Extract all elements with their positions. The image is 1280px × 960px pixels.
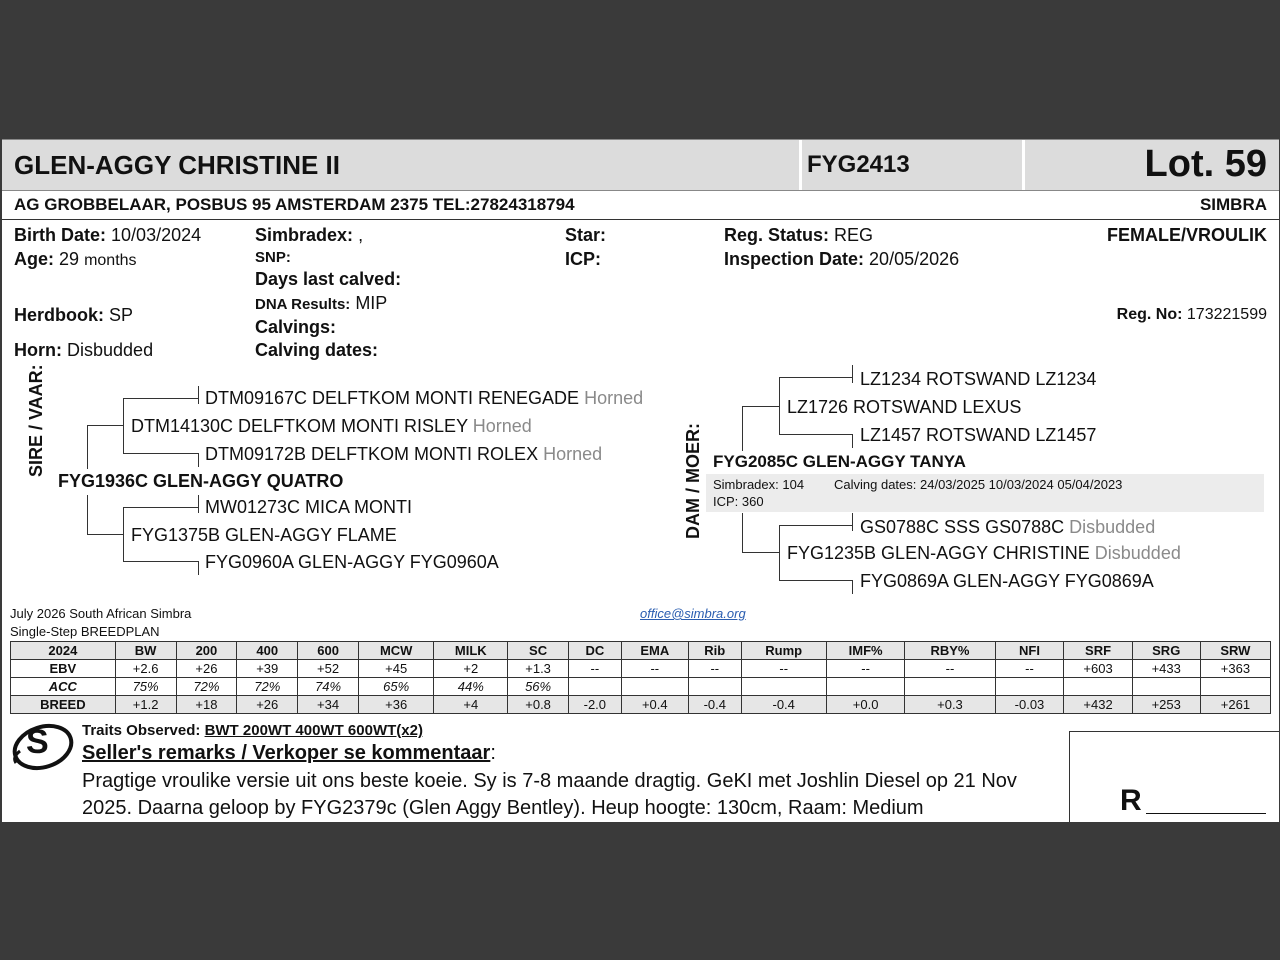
breed-cell: +1.2 <box>115 696 176 714</box>
headers-cell: NFI <box>995 642 1064 660</box>
headers-cell: SRF <box>1064 642 1132 660</box>
sire-name: FYG1936C GLEN-AGGY QUATRO <box>58 471 344 491</box>
price-line[interactable] <box>1146 813 1266 814</box>
reg-status: Reg. Status: REG <box>724 225 874 245</box>
days-last-calved-label: Days last calved: <box>255 269 402 289</box>
tree-line <box>852 365 853 383</box>
acc-cell: 65% <box>359 678 434 696</box>
sire-dam-sire: MW01273C MICA MONTI <box>205 497 413 517</box>
breed-name: SIMBRA <box>1199 195 1267 214</box>
ebv-cell: +603 <box>1064 660 1132 678</box>
tree-line <box>779 434 853 435</box>
birth-date: Birth Date: 10/03/2024 <box>14 225 202 245</box>
tree-line <box>742 552 779 553</box>
headers-cell: IMF% <box>826 642 905 660</box>
headers-cell: MILK <box>434 642 508 660</box>
ebv-cell: -- <box>569 660 622 678</box>
dam-sire-dam: LZ1457 ROTSWAND LZ1457 <box>860 425 1097 445</box>
headers-cell: RBY% <box>905 642 995 660</box>
breed-cell: BREED <box>11 696 116 714</box>
ebv-header-row <box>11 642 1271 660</box>
tree-line <box>123 453 199 454</box>
ebv-cell: +2.6 <box>115 660 176 678</box>
headers-cell: 600 <box>298 642 359 660</box>
headers-cell: SC <box>508 642 569 660</box>
tree-line <box>779 525 853 526</box>
tree-line <box>779 377 780 435</box>
headers-cell: Rump <box>741 642 826 660</box>
tree-line <box>123 507 124 562</box>
tree-line <box>742 406 743 451</box>
breed-cell: -0.4 <box>688 696 741 714</box>
dam-sire: LZ1726 ROTSWAND LEXUS <box>787 397 1022 417</box>
tree-line <box>198 453 199 467</box>
tree-line <box>123 398 199 399</box>
owner-address: AG GROBBELAAR, POSBUS 95 AMSTERDAM 2375 TEL:27824318794 <box>14 195 575 214</box>
acc-cell <box>1064 678 1132 696</box>
header-bar <box>2 139 1279 191</box>
breedplan-title: July 2026 South African Simbra <box>10 606 192 621</box>
ebv-cell: -- <box>741 660 826 678</box>
breedplan-subtitle: Single-Step BREEDPLAN <box>10 624 160 639</box>
dam-sire-sire: LZ1234 ROTSWAND LZ1234 <box>860 369 1097 389</box>
sire-sire: DTM14130C DELFTKOM MONTI RISLEY Horned <box>131 416 532 436</box>
header-divider <box>799 140 802 190</box>
sire-dam-dam: FYG0960A GLEN-AGGY FYG0960A <box>205 552 499 572</box>
ebv-cell: -- <box>826 660 905 678</box>
sex: FEMALE/VROULIK <box>1107 225 1267 245</box>
ebv-cell: +433 <box>1132 660 1200 678</box>
acc-cell <box>621 678 688 696</box>
headers-cell: SRG <box>1132 642 1200 660</box>
traits-observed: Traits Observed: BWT 200WT 400WT 600WT(x2) <box>82 722 423 739</box>
tree-line <box>198 495 199 513</box>
acc-cell: 44% <box>434 678 508 696</box>
acc-cell: 72% <box>237 678 298 696</box>
ebv-cell: +363 <box>1200 660 1270 678</box>
tree-line <box>198 386 199 404</box>
breed-cell: -0.03 <box>995 696 1064 714</box>
dam-calving-dates: Calving dates: 24/03/2025 10/03/2024 05/04/2023 <box>834 477 1123 492</box>
dam-label: DAM / MOER: <box>683 423 703 539</box>
tree-line <box>123 507 199 508</box>
acc-cell <box>569 678 622 696</box>
tree-line <box>779 377 853 378</box>
lot-number: Lot. 59 <box>1144 143 1267 185</box>
headers-cell: 2024 <box>11 642 116 660</box>
snp-label: SNP: <box>255 249 291 266</box>
dam-simbradex: Simbradex: 104 <box>713 477 805 492</box>
dam-dam-dam: FYG0869A GLEN-AGGY FYG0869A <box>860 571 1154 591</box>
sire-label: SIRE / VAAR: <box>26 364 46 477</box>
simbradex: Simbradex: , <box>255 225 364 245</box>
acc-cell: 56% <box>508 678 569 696</box>
breed-cell: +34 <box>298 696 359 714</box>
tree-line <box>198 561 199 575</box>
inspection-date: Inspection Date: 20/05/2026 <box>724 249 960 269</box>
headers-cell: EMA <box>621 642 688 660</box>
headers-cell: BW <box>115 642 176 660</box>
headers-cell: DC <box>569 642 622 660</box>
ebv-cell: -- <box>995 660 1064 678</box>
acc-cell <box>826 678 905 696</box>
headers-cell: 400 <box>237 642 298 660</box>
breed-cell: -0.4 <box>741 696 826 714</box>
breed-cell: +26 <box>237 696 298 714</box>
acc-cell <box>688 678 741 696</box>
ebv-table <box>10 641 1271 714</box>
dam-info-box <box>706 474 1264 512</box>
animal-name: GLEN-AGGY CHRISTINE II <box>14 150 340 180</box>
sire-sire-dam: DTM09172B DELFTKOM MONTI ROLEX Horned <box>205 444 603 464</box>
age: Age: 29 months <box>14 249 137 269</box>
logo-letter: S <box>26 723 49 761</box>
email-link[interactable]: office@simbra.org <box>640 606 746 621</box>
tree-line <box>123 561 199 562</box>
calvings-label: Calvings: <box>255 317 337 337</box>
acc-cell: 72% <box>176 678 237 696</box>
icp-label: ICP: <box>565 249 601 269</box>
breed-cell: +4 <box>434 696 508 714</box>
breed-cell: +0.0 <box>826 696 905 714</box>
breed-cell: +261 <box>1200 696 1270 714</box>
breed-cell: +0.4 <box>621 696 688 714</box>
tree-line <box>87 425 88 469</box>
breed-cell: +0.8 <box>508 696 569 714</box>
price-box <box>1069 731 1279 822</box>
acc-cell: ACC <box>11 678 116 696</box>
ebv-cell: +39 <box>237 660 298 678</box>
horn-status: Horn: Disbudded <box>14 340 154 360</box>
tree-line <box>852 580 853 594</box>
lot-card <box>2 139 1279 822</box>
calving-dates-label: Calving dates: <box>255 340 379 360</box>
headers-cell: 200 <box>176 642 237 660</box>
tree-line <box>123 398 124 454</box>
acc-row <box>11 678 1271 696</box>
breed-cell: -2.0 <box>569 696 622 714</box>
ebv-row <box>11 660 1271 678</box>
breed-row <box>11 696 1271 714</box>
dam-name: FYG2085C GLEN-AGGY TANYA <box>713 452 966 471</box>
ebv-cell: -- <box>688 660 741 678</box>
acc-cell <box>1132 678 1200 696</box>
star-label: Star: <box>565 225 607 245</box>
acc-cell: 75% <box>115 678 176 696</box>
tree-line <box>852 513 853 531</box>
headers-cell: Rib <box>688 642 741 660</box>
breed-cell: +18 <box>176 696 237 714</box>
dna-results: DNA Results: MIP <box>255 293 388 313</box>
headers-cell: SRW <box>1200 642 1270 660</box>
tree-line <box>779 525 780 581</box>
remarks-title: Seller's remarks / Verkoper se kommentaar: <box>82 742 496 764</box>
tree-line <box>779 580 853 581</box>
herdbook: Herdbook: SP <box>14 305 134 325</box>
sire-sire-sire: DTM09167C DELFTKOM MONTI RENEGADE Horned <box>205 388 644 408</box>
price-prefix: R <box>1120 784 1142 817</box>
sire-dam: FYG1375B GLEN-AGGY FLAME <box>131 525 397 545</box>
remarks-line-1: Pragtige vroulike versie uit ons beste koeie. Sy is 7-8 maande dragtig. GeKI met Joshlin Diesel op 21 Nov <box>82 770 1017 792</box>
acc-cell <box>741 678 826 696</box>
dam-icp: ICP: 360 <box>713 494 764 509</box>
tree-line <box>742 406 779 407</box>
acc-cell <box>995 678 1064 696</box>
acc-cell: 74% <box>298 678 359 696</box>
breed-cell: +253 <box>1132 696 1200 714</box>
ebv-cell: +52 <box>298 660 359 678</box>
dam-dam-sire: GS0788C SSS GS0788C Disbudded <box>860 517 1156 537</box>
acc-cell <box>1200 678 1270 696</box>
header-divider <box>1022 140 1025 190</box>
ebv-cell: +45 <box>359 660 434 678</box>
breed-cell: +0.3 <box>905 696 995 714</box>
tree-line <box>742 513 743 553</box>
ebv-cell: +26 <box>176 660 237 678</box>
breed-cell: +36 <box>359 696 434 714</box>
remarks-line-2: 2025. Daarna geloop by FYG2379c (Glen Aggy Bentley). Heup hoogte: 130cm, Raam: Medium <box>82 797 924 819</box>
reg-number: Reg. No: 173221599 <box>1116 306 1267 323</box>
tree-line <box>87 534 123 535</box>
ebv-cell: +1.3 <box>508 660 569 678</box>
tree-line <box>87 425 123 426</box>
breed-cell: +432 <box>1064 696 1132 714</box>
divider <box>2 219 1279 220</box>
ebv-cell: EBV <box>11 660 116 678</box>
dam-dam: FYG1235B GLEN-AGGY CHRISTINE Disbudded <box>787 543 1181 563</box>
tree-line <box>852 434 853 448</box>
ebv-cell: -- <box>905 660 995 678</box>
ebv-cell: +2 <box>434 660 508 678</box>
ebv-cell: -- <box>621 660 688 678</box>
headers-cell: MCW <box>359 642 434 660</box>
tree-line <box>87 495 88 535</box>
acc-cell <box>905 678 995 696</box>
animal-id: FYG2413 <box>807 151 910 178</box>
